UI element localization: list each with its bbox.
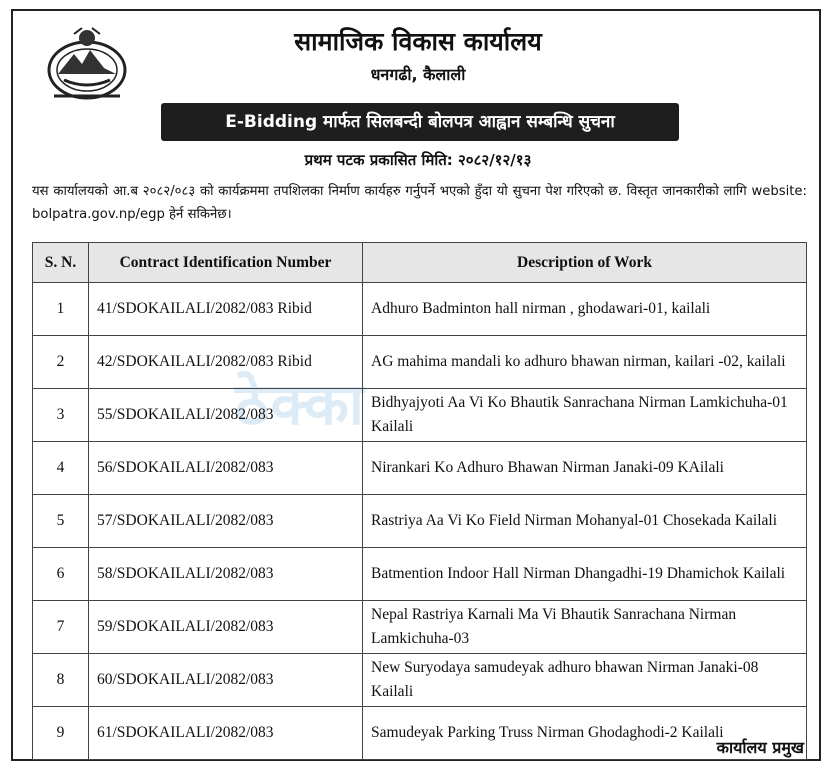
row-description: Rastriya Aa Vi Ko Field Nirman Mohanyal-01 Chosekada Kailali bbox=[363, 495, 807, 548]
row-contract-id: 57/SDOKAILALI/2082/083 bbox=[89, 495, 363, 548]
table-row bbox=[33, 548, 807, 601]
row-contract-id: 60/SDOKAILALI/2082/083 bbox=[89, 654, 363, 707]
header-contract-id: Contract Identification Number bbox=[89, 243, 363, 283]
table-row bbox=[33, 283, 807, 336]
row-description: Nirankari Ko Adhuro Bhawan Nirman Janaki-09 KAilali bbox=[363, 442, 807, 495]
row-description: AG mahima mandali ko adhuro bhawan nirman, kailari -02, kailali bbox=[363, 336, 807, 389]
row-description: Batmention Indoor Hall Nirman Dhangadhi-19 Dhamichok Kailali bbox=[363, 548, 807, 601]
row-description: Adhuro Badminton hall nirman , ghodawari-01, kailali bbox=[363, 283, 807, 336]
row-sn: 8 bbox=[33, 654, 89, 707]
header-description: Description of Work bbox=[363, 243, 807, 283]
row-sn: 1 bbox=[33, 283, 89, 336]
table-row bbox=[33, 389, 807, 442]
watermark: ठेक्का bbox=[235, 370, 366, 438]
published-date: प्रथम पटक प्रकासित मिति: २०८२/१२/१३ bbox=[304, 151, 532, 169]
table-row bbox=[33, 442, 807, 495]
row-sn: 7 bbox=[33, 601, 89, 654]
row-contract-id: 59/SDOKAILALI/2082/083 bbox=[89, 601, 363, 654]
row-sn: 3 bbox=[33, 389, 89, 442]
row-sn: 5 bbox=[33, 495, 89, 548]
table-row bbox=[33, 601, 807, 654]
table-header-row bbox=[33, 243, 807, 283]
row-contract-id: 56/SDOKAILALI/2082/083 bbox=[89, 442, 363, 495]
row-sn: 6 bbox=[33, 548, 89, 601]
row-description: Bidhyajyoti Aa Vi Ko Bhautik Sanrachana Nirman Lamkichuha-01 Kailali bbox=[363, 389, 807, 442]
row-contract-id: 58/SDOKAILALI/2082/083 bbox=[89, 548, 363, 601]
row-sn: 9 bbox=[33, 707, 89, 760]
notice-title-banner: E-Bidding मार्फत सिलबन्दी बोलपत्र आह्वान सम्बन्धि सुचना bbox=[161, 103, 679, 141]
row-contract-id: 61/SDOKAILALI/2082/083 bbox=[89, 707, 363, 760]
row-contract-id: 42/SDOKAILALI/2082/083 Ribid bbox=[89, 336, 363, 389]
table-row bbox=[33, 654, 807, 707]
header-sn: S. N. bbox=[33, 243, 89, 283]
contracts-table bbox=[32, 242, 807, 760]
row-contract-id: 55/SDOKAILALI/2082/083 bbox=[89, 389, 363, 442]
table-row bbox=[33, 707, 807, 760]
office-name: सामाजिक विकास कार्यालय bbox=[294, 27, 542, 56]
signature-office-chief: कार्यालय प्रमुख bbox=[716, 738, 804, 757]
row-sn: 2 bbox=[33, 336, 89, 389]
intro-paragraph: यस कार्यालयको आ.ब २०८२/०८३ को कार्यक्रममा तपशिलका निर्माण कार्यहरु गर्नुपर्ने भएको हुँदा यो सुचना पेश गरिएको छ. विस्तृत जानकारीको लागि website: bolpatra.gov.np/egp हेर्न सकिनेछ। bbox=[32, 184, 807, 222]
table-row bbox=[33, 336, 807, 389]
row-contract-id: 41/SDOKAILALI/2082/083 Ribid bbox=[89, 283, 363, 336]
office-location: धनगढी, कैलाली bbox=[370, 65, 466, 84]
row-sn: 4 bbox=[33, 442, 89, 495]
row-description: Nepal Rastriya Karnali Ma Vi Bhautik Sanrachana Nirman Lamkichuha-03 bbox=[363, 601, 807, 654]
row-description: Samudeyak Parking Truss Nirman Ghodaghodi-2 Kailali bbox=[363, 707, 807, 760]
row-description: New Suryodaya samudeyak adhuro bhawan Nirman Janaki-08 Kailali bbox=[363, 654, 807, 707]
table-row bbox=[33, 495, 807, 548]
